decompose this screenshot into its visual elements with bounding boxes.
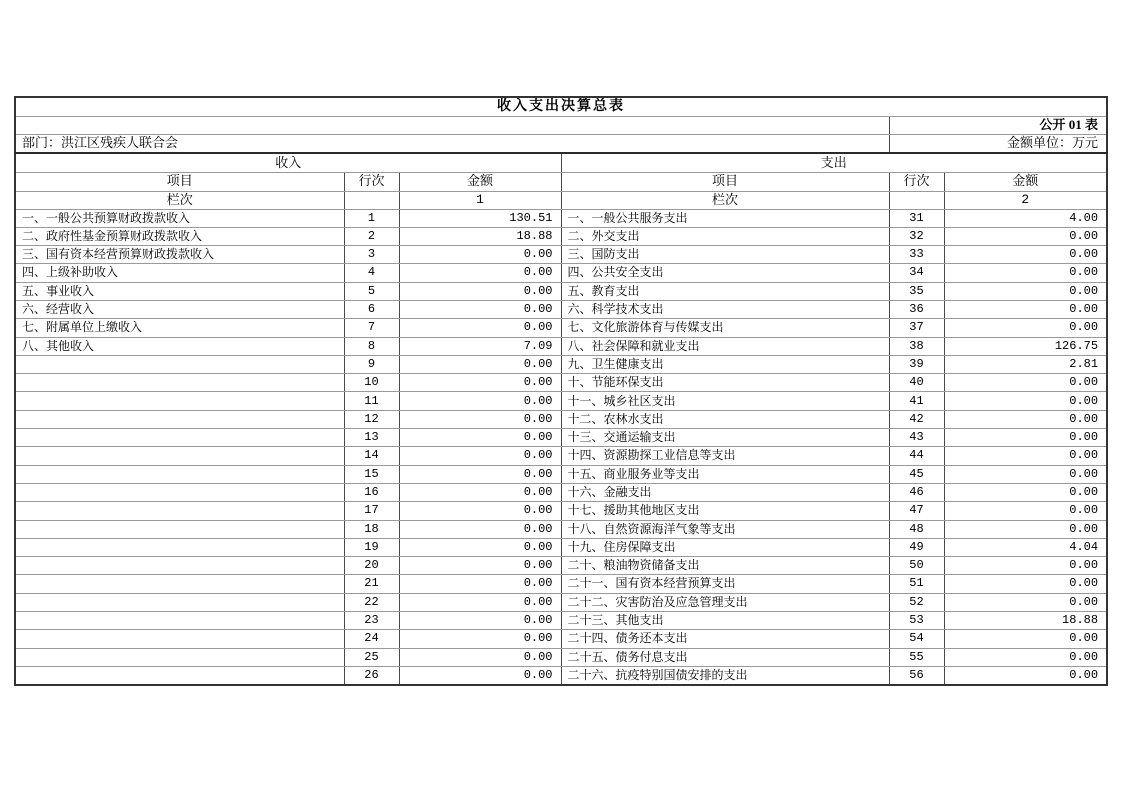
expense-line-cell: 36	[889, 300, 944, 318]
table-row	[15, 246, 1107, 264]
income-amount-cell: 0.00	[399, 282, 561, 300]
table-row	[15, 429, 1107, 447]
table-row	[15, 502, 1107, 520]
income-line-cell: 14	[344, 447, 399, 465]
expense-amount-cell: 4.00	[944, 209, 1107, 227]
table-row	[15, 374, 1107, 392]
expense-item-cell: 十一、城乡社区支出	[561, 392, 889, 410]
expense-item-cell: 六、科学技术支出	[561, 300, 889, 318]
expense-amount-cell: 2.81	[944, 355, 1107, 373]
expense-section-header: 支出	[561, 153, 1107, 172]
expense-amount-cell: 0.00	[944, 648, 1107, 666]
income-amount-cell: 0.00	[399, 483, 561, 501]
expense-item-cell: 九、卫生健康支出	[561, 355, 889, 373]
expense-line-cell: 51	[889, 575, 944, 593]
income-amount-cell: 0.00	[399, 520, 561, 538]
table-row	[15, 520, 1107, 538]
income-amount-cell: 0.00	[399, 447, 561, 465]
table-row	[15, 666, 1107, 684]
expense-amount-cell: 0.00	[944, 300, 1107, 318]
income-amount-cell: 0.00	[399, 630, 561, 648]
department-label: 部门：洪江区残疾人联合会	[15, 134, 889, 153]
expense-item-cell: 十九、住房保障支出	[561, 538, 889, 556]
expense-lanci-spacer	[889, 191, 944, 209]
expense-amount-cell: 0.00	[944, 502, 1107, 520]
expense-line-cell: 48	[889, 520, 944, 538]
expense-line-cell: 31	[889, 209, 944, 227]
income-lanci-spacer	[344, 191, 399, 209]
table-row	[15, 264, 1107, 282]
expense-amount-cell: 0.00	[944, 410, 1107, 428]
income-item-cell: 二、政府性基金预算财政拨款收入	[15, 227, 344, 245]
income-item-cell: 三、国有资本经营预算财政拨款收入	[15, 246, 344, 264]
income-item-cell: 七、附属单位上缴收入	[15, 319, 344, 337]
income-amount-cell: 0.00	[399, 538, 561, 556]
expense-item-cell: 二十五、债务付息支出	[561, 648, 889, 666]
expense-item-cell: 二十、粮油物资储备支出	[561, 557, 889, 575]
expense-amount-cell: 0.00	[944, 557, 1107, 575]
income-item-cell	[15, 483, 344, 501]
expense-amount-cell: 0.00	[944, 282, 1107, 300]
income-line-cell: 20	[344, 557, 399, 575]
income-amount-cell: 0.00	[399, 264, 561, 282]
income-line-cell: 13	[344, 429, 399, 447]
income-amount-cell: 0.00	[399, 575, 561, 593]
expense-amount-header: 金额	[944, 172, 1107, 191]
table-row	[15, 593, 1107, 611]
table-row	[15, 282, 1107, 300]
expense-amount-cell: 0.00	[944, 593, 1107, 611]
expense-item-cell: 十五、商业服务业等支出	[561, 465, 889, 483]
income-line-header: 行次	[344, 172, 399, 191]
income-amount-cell: 0.00	[399, 300, 561, 318]
income-line-cell: 10	[344, 374, 399, 392]
unit-label: 金额单位：万元	[889, 134, 1107, 153]
section-header-row	[15, 153, 1107, 172]
expense-amount-cell: 0.00	[944, 264, 1107, 282]
expense-line-cell: 39	[889, 355, 944, 373]
expense-line-cell: 38	[889, 337, 944, 355]
income-lanci-label: 栏次	[15, 191, 344, 209]
table-row	[15, 648, 1107, 666]
expense-line-cell: 44	[889, 447, 944, 465]
income-item-cell	[15, 666, 344, 684]
table-row	[15, 483, 1107, 501]
expense-amount-cell: 0.00	[944, 429, 1107, 447]
income-line-cell: 6	[344, 300, 399, 318]
income-item-cell: 八、其他收入	[15, 337, 344, 355]
income-item-header: 项目	[15, 172, 344, 191]
table-row	[15, 575, 1107, 593]
column-header-row	[15, 172, 1107, 191]
income-item-cell: 一、一般公共预算财政拨款收入	[15, 209, 344, 227]
expense-amount-cell: 18.88	[944, 612, 1107, 630]
expense-line-cell: 53	[889, 612, 944, 630]
table-row	[15, 465, 1107, 483]
income-item-cell	[15, 429, 344, 447]
expense-line-cell: 42	[889, 410, 944, 428]
budget-summary-table	[14, 96, 1108, 686]
expense-amount-cell: 0.00	[944, 520, 1107, 538]
page-title: 收入支出决算总表	[15, 97, 1107, 116]
expense-line-cell: 43	[889, 429, 944, 447]
income-amount-cell: 0.00	[399, 392, 561, 410]
income-amount-cell: 0.00	[399, 648, 561, 666]
income-item-cell	[15, 630, 344, 648]
expense-line-cell: 34	[889, 264, 944, 282]
income-amount-cell: 0.00	[399, 557, 561, 575]
income-amount-cell: 0.00	[399, 246, 561, 264]
income-line-cell: 2	[344, 227, 399, 245]
expense-line-cell: 33	[889, 246, 944, 264]
title-row	[15, 97, 1107, 116]
table-row	[15, 410, 1107, 428]
expense-line-cell: 35	[889, 282, 944, 300]
expense-item-cell: 七、文化旅游体育与传媒支出	[561, 319, 889, 337]
expense-item-cell: 二十四、债务还本支出	[561, 630, 889, 648]
income-line-cell: 12	[344, 410, 399, 428]
expense-line-cell: 54	[889, 630, 944, 648]
income-amount-cell: 130.51	[399, 209, 561, 227]
expense-line-cell: 32	[889, 227, 944, 245]
column-number-row	[15, 191, 1107, 209]
table-row	[15, 392, 1107, 410]
expense-item-cell: 十八、自然资源海洋气象等支出	[561, 520, 889, 538]
expense-item-cell: 二十二、灾害防治及应急管理支出	[561, 593, 889, 611]
income-amount-cell: 0.00	[399, 319, 561, 337]
table-row	[15, 319, 1107, 337]
income-amount-cell: 0.00	[399, 502, 561, 520]
expense-line-cell: 47	[889, 502, 944, 520]
expense-amount-cell: 0.00	[944, 465, 1107, 483]
expense-amount-cell: 4.04	[944, 538, 1107, 556]
expense-amount-cell: 0.00	[944, 447, 1107, 465]
table-row	[15, 300, 1107, 318]
income-line-cell: 15	[344, 465, 399, 483]
income-line-cell: 19	[344, 538, 399, 556]
income-item-cell	[15, 410, 344, 428]
expense-line-cell: 55	[889, 648, 944, 666]
expense-amount-cell: 126.75	[944, 337, 1107, 355]
table-row	[15, 227, 1107, 245]
income-item-cell	[15, 374, 344, 392]
expense-line-cell: 50	[889, 557, 944, 575]
income-item-cell	[15, 557, 344, 575]
income-column-number: 1	[399, 191, 561, 209]
income-line-cell: 1	[344, 209, 399, 227]
table-row	[15, 447, 1107, 465]
income-line-cell: 23	[344, 612, 399, 630]
income-item-cell	[15, 593, 344, 611]
expense-item-cell: 十四、资源勘探工业信息等支出	[561, 447, 889, 465]
income-line-cell: 26	[344, 666, 399, 684]
income-item-cell	[15, 502, 344, 520]
table-row	[15, 209, 1107, 227]
income-item-cell	[15, 392, 344, 410]
expense-item-cell: 四、公共安全支出	[561, 264, 889, 282]
expense-line-cell: 46	[889, 483, 944, 501]
income-item-cell	[15, 355, 344, 373]
table-row	[15, 630, 1107, 648]
expense-item-cell: 一、一般公共服务支出	[561, 209, 889, 227]
expense-amount-cell: 0.00	[944, 630, 1107, 648]
expense-amount-cell: 0.00	[944, 483, 1107, 501]
income-line-cell: 18	[344, 520, 399, 538]
table-row	[15, 355, 1107, 373]
income-line-cell: 8	[344, 337, 399, 355]
income-line-cell: 16	[344, 483, 399, 501]
income-amount-cell: 0.00	[399, 355, 561, 373]
income-amount-cell: 0.00	[399, 612, 561, 630]
income-amount-cell: 7.09	[399, 337, 561, 355]
income-amount-cell: 0.00	[399, 410, 561, 428]
table-code-row	[15, 116, 1107, 134]
expense-amount-cell: 0.00	[944, 227, 1107, 245]
expense-line-cell: 49	[889, 538, 944, 556]
income-amount-cell: 0.00	[399, 429, 561, 447]
income-line-cell: 24	[344, 630, 399, 648]
expense-item-cell: 五、教育支出	[561, 282, 889, 300]
expense-line-cell: 37	[889, 319, 944, 337]
income-item-cell	[15, 447, 344, 465]
expense-line-cell: 41	[889, 392, 944, 410]
expense-item-cell: 八、社会保障和就业支出	[561, 337, 889, 355]
income-amount-header: 金额	[399, 172, 561, 191]
income-amount-cell: 0.00	[399, 465, 561, 483]
expense-line-cell: 45	[889, 465, 944, 483]
table-header-rows	[15, 97, 1107, 209]
income-line-cell: 5	[344, 282, 399, 300]
table-row	[15, 337, 1107, 355]
income-line-cell: 11	[344, 392, 399, 410]
expense-item-cell: 二十六、抗疫特别国债安排的支出	[561, 666, 889, 684]
income-item-cell: 六、经营收入	[15, 300, 344, 318]
income-item-cell	[15, 520, 344, 538]
expense-item-cell: 二十三、其他支出	[561, 612, 889, 630]
income-item-cell	[15, 465, 344, 483]
expense-item-cell: 十六、金融支出	[561, 483, 889, 501]
income-section-header: 收入	[15, 153, 561, 172]
expense-line-cell: 52	[889, 593, 944, 611]
income-line-cell: 21	[344, 575, 399, 593]
expense-item-cell: 十、节能环保支出	[561, 374, 889, 392]
expense-amount-cell: 0.00	[944, 575, 1107, 593]
income-amount-cell: 0.00	[399, 666, 561, 684]
income-amount-cell: 0.00	[399, 374, 561, 392]
table-body	[15, 209, 1107, 685]
expense-amount-cell: 0.00	[944, 374, 1107, 392]
expense-lanci-label: 栏次	[561, 191, 889, 209]
expense-line-cell: 56	[889, 666, 944, 684]
expense-amount-cell: 0.00	[944, 666, 1107, 684]
expense-item-cell: 十七、援助其他地区支出	[561, 502, 889, 520]
income-item-cell	[15, 648, 344, 666]
expense-item-cell: 十二、农林水支出	[561, 410, 889, 428]
income-line-cell: 4	[344, 264, 399, 282]
expense-item-cell: 三、国防支出	[561, 246, 889, 264]
income-item-cell	[15, 612, 344, 630]
table-row	[15, 557, 1107, 575]
expense-item-cell: 十三、交通运输支出	[561, 429, 889, 447]
table-code-spacer	[15, 116, 889, 134]
expense-line-cell: 40	[889, 374, 944, 392]
expense-item-cell: 二十一、国有资本经营预算支出	[561, 575, 889, 593]
income-item-cell: 四、上级补助收入	[15, 264, 344, 282]
expense-amount-cell: 0.00	[944, 392, 1107, 410]
income-item-cell	[15, 538, 344, 556]
table-code-label: 公开 01 表	[889, 116, 1107, 134]
income-line-cell: 9	[344, 355, 399, 373]
income-amount-cell: 18.88	[399, 227, 561, 245]
income-item-cell	[15, 575, 344, 593]
income-line-cell: 17	[344, 502, 399, 520]
expense-column-number: 2	[944, 191, 1107, 209]
table-row	[15, 612, 1107, 630]
income-line-cell: 7	[344, 319, 399, 337]
expense-amount-cell: 0.00	[944, 246, 1107, 264]
income-line-cell: 3	[344, 246, 399, 264]
expense-item-cell: 二、外交支出	[561, 227, 889, 245]
expense-amount-cell: 0.00	[944, 319, 1107, 337]
expense-line-header: 行次	[889, 172, 944, 191]
income-line-cell: 22	[344, 593, 399, 611]
income-line-cell: 25	[344, 648, 399, 666]
income-amount-cell: 0.00	[399, 593, 561, 611]
expense-item-header: 项目	[561, 172, 889, 191]
income-item-cell: 五、事业收入	[15, 282, 344, 300]
department-row	[15, 134, 1107, 153]
table-row	[15, 538, 1107, 556]
